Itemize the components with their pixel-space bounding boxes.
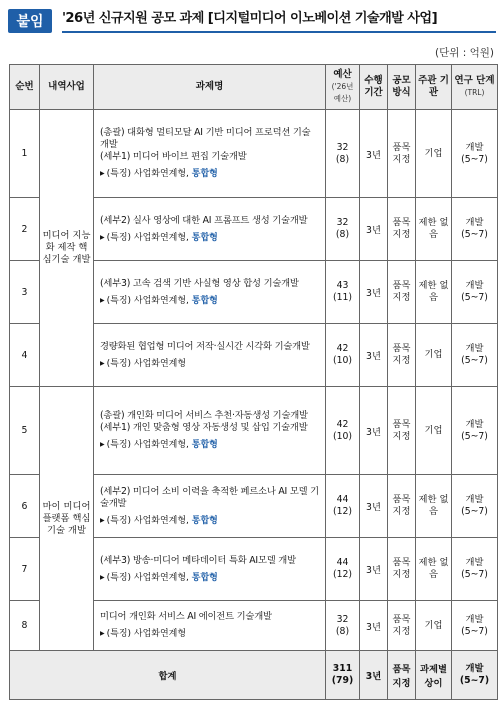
budget-cell: 42 (10) [326,324,360,387]
feature-tag [100,232,319,244]
col-no: 순번 [10,65,40,110]
triangle-bullet-icon: ▶ [100,516,105,524]
col-trl [452,65,498,110]
attachment-badge: 붙임 [8,9,52,33]
total-budget: 311 (79) [326,651,360,700]
total-period: 3년 [360,651,388,700]
col-period: 수행 기간 [360,65,388,110]
unit-note: (단위 : 억원) [435,47,494,59]
period-cell: 3년 [360,475,388,538]
feature-tag-text: (특징) 사업화연계형 [106,629,187,639]
table-header-row [10,65,498,110]
row-no: 1 [10,110,40,198]
triangle-bullet-icon: ▶ [100,630,105,637]
period-cell: 3년 [360,601,388,651]
feature-tag [100,358,319,370]
trl-cell: 개발 (5~7) [452,261,498,324]
triangle-bullet-icon: ▶ [100,359,105,367]
method-cell: 품목 지정 [388,387,416,475]
budget-cell: 32 (8) [326,198,360,261]
period-cell: 3년 [360,261,388,324]
feature-tag-text: (특징) 사업화연계형, [106,295,189,306]
task-title: (세부2) 미디어 소비 이력을 축적한 페르소나 AI 모델 기술개발 [100,485,319,509]
total-trl: 개발 (5~7) [452,651,498,700]
task-title: (총괄) 개인화 미디어 서비스 추천·자동생성 기술개발 [100,410,308,421]
feature-tag-text: (특징) 사업화연계형, [106,169,189,179]
col-method: 공모 방식 [388,65,416,110]
period-cell: 3년 [360,110,388,198]
table-row [10,110,498,198]
task-cell [94,110,326,198]
program-cell: 마이 미디어 플랫폼 핵심기술 개발 [40,387,94,651]
project-table [9,64,498,700]
triangle-bullet-icon: ▶ [100,296,105,304]
row-no: 3 [10,261,40,324]
period-cell: 3년 [360,324,388,387]
triangle-bullet-icon: ▶ [100,170,105,177]
feature-tag-highlight: 통합형 [191,515,218,526]
agency-cell: 기업 [416,387,452,475]
period-cell: 3년 [360,387,388,475]
row-no: 7 [10,538,40,601]
triangle-bullet-icon: ▶ [100,233,105,241]
agency-cell: 기업 [416,110,452,198]
col-task: 과제명 [94,65,326,110]
trl-cell: 개발 (5~7) [452,324,498,387]
triangle-bullet-icon: ▶ [100,441,105,448]
task-title: 미디어 개인화 서비스 AI 에이전트 기술개발 [100,611,272,622]
total-method: 품목 지정 [388,651,416,700]
budget-cell: 32 (8) [326,601,360,651]
trl-cell: 개발 (5~7) [452,110,498,198]
col-trl-label: 연구 단계 [454,75,495,86]
trl-cell: 개발 (5~7) [452,601,498,651]
period-cell: 3년 [360,538,388,601]
trl-cell: 개발 (5~7) [452,538,498,601]
row-no: 8 [10,601,40,651]
triangle-bullet-icon: ▶ [100,573,105,581]
total-label: 합계 [10,651,326,700]
col-program: 내역사업 [40,65,94,110]
page-title: '26년 신규지원 공모 과제 [디지털미디어 이노베이션 기술개발 사업] [62,9,496,33]
feature-tag-highlight: 통합형 [191,572,218,583]
col-budget [326,65,360,110]
task-cell [94,261,326,324]
feature-tag-highlight: 통합형 [191,295,218,306]
task-title: (세부3) 고속 검색 기반 사실형 영상 합성 기술개발 [100,277,299,289]
task-title: (총괄) 대화형 멀티모달 AI 기반 미디어 프로덕션 기술개발 [100,127,311,150]
program-cell: 미디어 지능화 제작 핵심기술 개발 [40,110,94,387]
task-cell [94,475,326,538]
trl-cell: 개발 (5~7) [452,198,498,261]
feature-tag [100,295,319,307]
budget-cell: 44 (12) [326,538,360,601]
task-title: (세부2) 실사 영상에 대한 AI 프롬프트 생성 기술개발 [100,214,308,226]
feature-tag-text: (특징) 사업화연계형 [106,358,187,369]
trl-cell: 개발 (5~7) [452,387,498,475]
task-cell [94,538,326,601]
page-header [8,8,496,34]
feature-tag [100,628,319,640]
task-title: (세부3) 방송·미디어 메타데이터 특화 AI모델 개발 [100,554,296,566]
agency-cell: 제한 없음 [416,538,452,601]
total-row [10,651,498,700]
feature-tag [100,439,319,451]
budget-cell: 32 (8) [326,110,360,198]
feature-tag [100,572,319,584]
agency-cell: 제한 없음 [416,198,452,261]
task-title: 경량화된 협업형 미디어 저작·실시간 시각화 기술개발 [100,340,310,352]
task-cell [94,324,326,387]
feature-tag [100,168,319,180]
row-no: 4 [10,324,40,387]
row-no: 6 [10,475,40,538]
budget-cell: 43 (11) [326,261,360,324]
method-cell: 품목 지정 [388,601,416,651]
budget-cell: 42 (10) [326,387,360,475]
feature-tag-text: (특징) 사업화연계형, [106,515,189,526]
task-cell [94,387,326,475]
col-trl-sub: (TRL) [464,88,485,97]
method-cell: 품목 지정 [388,261,416,324]
table-row [10,387,498,475]
feature-tag-text: (특징) 사업화연계형, [106,232,189,243]
col-budget-label: 예산 [333,69,352,80]
feature-tag-highlight: 통합형 [191,169,218,179]
row-no: 5 [10,387,40,475]
feature-tag-text: (특징) 사업화연계형, [106,440,189,450]
agency-cell: 기업 [416,601,452,651]
row-no: 2 [10,198,40,261]
method-cell: 품목 지정 [388,475,416,538]
method-cell: 품목 지정 [388,324,416,387]
col-budget-sub: ('26년 예산) [331,82,354,103]
total-agency: 과제별 상이 [416,651,452,700]
method-cell: 품목 지정 [388,110,416,198]
agency-cell: 제한 없음 [416,475,452,538]
feature-tag [100,515,319,527]
feature-tag-text: (특징) 사업화연계형, [106,572,189,583]
period-cell: 3년 [360,198,388,261]
feature-tag-highlight: 통합형 [191,440,218,450]
trl-cell: 개발 (5~7) [452,475,498,538]
agency-cell: 제한 없음 [416,261,452,324]
agency-cell: 기업 [416,324,452,387]
method-cell: 품목 지정 [388,198,416,261]
task-title: (세부1) 미디어 바이브 편집 기술개발 [100,151,247,162]
task-cell [94,601,326,651]
method-cell: 품목 지정 [388,538,416,601]
feature-tag-highlight: 통합형 [191,232,218,243]
budget-cell: 44 (12) [326,475,360,538]
task-cell [94,198,326,261]
col-agency: 주관 기관 [416,65,452,110]
task-title: (세부1) 개인 맞춤형 영상 자동생성 및 삽입 기술개발 [100,422,308,433]
